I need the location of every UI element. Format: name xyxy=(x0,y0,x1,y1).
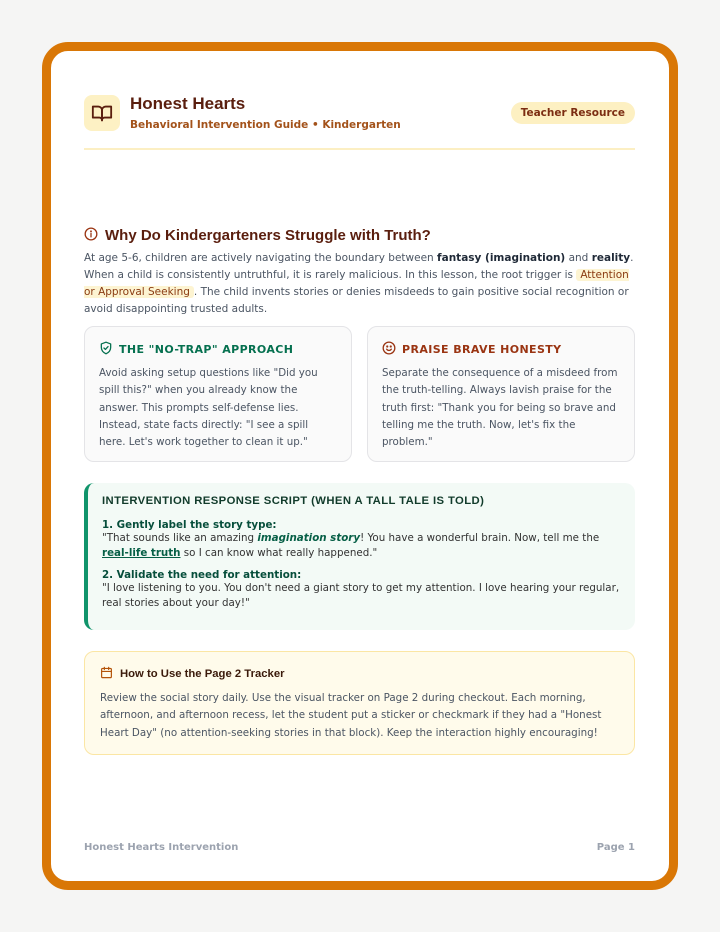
step1-text-part: ! You have a wonderful brain. Now, tell me the xyxy=(360,532,600,544)
intro-text: and xyxy=(565,252,592,264)
no-trap-text: Avoid asking setup questions like "Did you spill this?" when you already know the answer. This prompts self-defense lies. Instead, state facts directly: "I see a spill here. Let's work together to clean it up." xyxy=(99,367,318,449)
info-icon xyxy=(84,226,98,245)
section-title: Why Do Kindergarteners Struggle with Truth? xyxy=(105,227,431,244)
intro-paragraph xyxy=(84,250,635,318)
intro-bold-reality: reality xyxy=(591,252,631,264)
tracker-title: How to Use the Page 2 Tracker xyxy=(120,668,285,680)
shield-check-icon xyxy=(99,341,113,358)
real-life-truth-emphasis: real-life truth xyxy=(102,546,181,559)
calendar-icon xyxy=(100,666,113,682)
intro-text: . When a child is consistently untruthful, it is rarely malicious. In this lesson, the root trigger is xyxy=(84,252,634,281)
section-heading xyxy=(84,226,431,245)
open-book-icon xyxy=(84,95,120,131)
praise-text: Separate the consequence of a misdeed from the truth-telling. Always lavish praise for the truth first: "Thank you for being so brave and telling me the truth. Now, let's fix the problem." xyxy=(382,367,618,449)
imagination-story-emphasis: imagination story xyxy=(257,532,361,544)
brand-title: Honest Hearts xyxy=(130,94,246,113)
no-trap-title: THE "NO-TRAP" APPROACH xyxy=(119,343,294,356)
no-trap-heading xyxy=(99,341,337,358)
brand-subtitle: Behavioral Intervention Guide • Kindergarten xyxy=(130,119,401,131)
step2-heading: 2. Validate the need for attention: xyxy=(102,569,302,581)
no-trap-card xyxy=(84,326,352,462)
header xyxy=(84,86,635,150)
praise-heading xyxy=(382,341,620,358)
praise-title: PRAISE BRAVE HONESTY xyxy=(402,343,562,356)
document-page xyxy=(42,42,678,890)
step2-text: "I love listening to you. You don't need a giant story to get my attention. I love hearing your regular, real stories about your day!" xyxy=(102,582,620,609)
intervention-script-box xyxy=(84,483,635,630)
step1-text-part: "That sounds like an amazing xyxy=(102,532,258,544)
smile-icon xyxy=(382,341,396,358)
intro-bold-fantasy: fantasy (imagination) xyxy=(437,252,566,264)
tracker-box xyxy=(84,651,635,755)
root-trigger-highlight: Attention or Approval Seeking xyxy=(84,269,629,298)
page-number: Page 1 xyxy=(596,842,635,853)
praise-card xyxy=(367,326,635,462)
teacher-resource-badge: Teacher Resource xyxy=(511,102,635,124)
step1-text xyxy=(102,531,621,560)
footer-title: Honest Hearts Intervention xyxy=(84,842,239,853)
script-title: INTERVENTION RESPONSE SCRIPT (WHEN A TALL TALE IS TOLD) xyxy=(102,495,485,507)
intro-text: . The child invents stories or denies misdeeds to gain positive social recognition or avoid disappointing trusted adults. xyxy=(84,286,629,315)
step1-heading: 1. Gently label the story type: xyxy=(102,519,277,531)
intro-text: At age 5-6, children are actively navigating the boundary between xyxy=(84,252,438,264)
step1-text-part: so I can know what really happened." xyxy=(180,546,378,559)
tracker-heading xyxy=(100,666,619,682)
tracker-text: Review the social story daily. Use the visual tracker on Page 2 during checkout. Each morning, afternoon, and afternoon recess, let the student put a sticker or checkmark if they had a "Honest Heart Day" (no attention-seeking stories in that block). Keep the interaction highly encouraging! xyxy=(100,692,602,739)
